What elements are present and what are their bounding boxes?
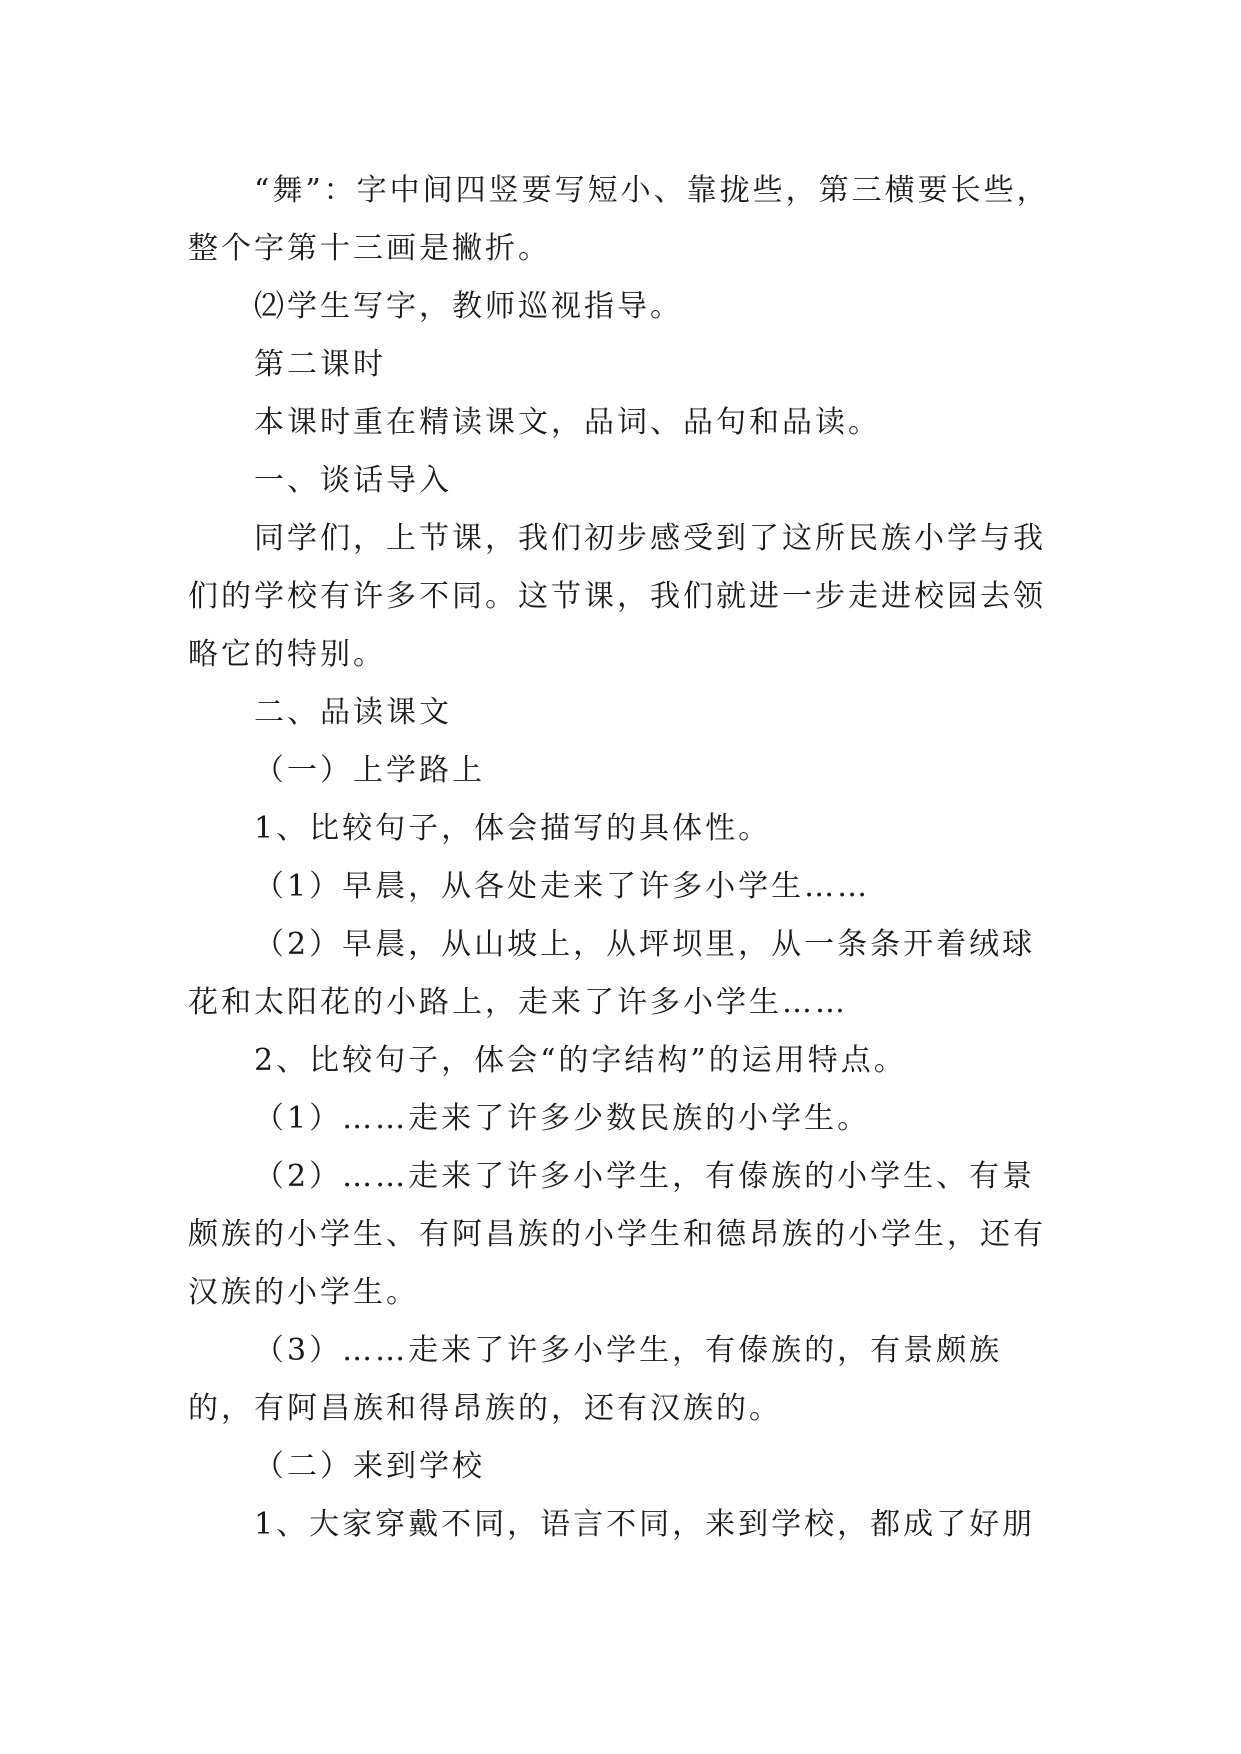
item-sentence-2-1: （1）……走来了许多少数民族的小学生。 bbox=[254, 1101, 871, 1136]
item-sentence-1-2: （2）早晨，从山坡上，从坪坝里，从一条条开着绒球花和太阳花的小路上，走来了许多小学生…… bbox=[188, 927, 1036, 1020]
paragraph-introduction-text: 同学们，上节课，我们初步感受到了这所民族小学与我们的学校有许多不同。这节课，我们就进一步走进校园去领略它的特别。 bbox=[188, 521, 1046, 672]
paragraph-second-lesson: 第二课时 bbox=[254, 347, 386, 382]
item-sentence-1-1: （1）早晨，从各处走来了许多小学生…… bbox=[254, 869, 871, 904]
heading-introduction: 一、谈话导入 bbox=[254, 463, 452, 498]
item-sentence-2-2: （2）……走来了许多小学生，有傣族的小学生、有景颇族的小学生、有阿昌族的小学生和德昂族的小学生，还有汉族的小学生。 bbox=[188, 1159, 1046, 1310]
subheading-on-the-way: （一）上学路上 bbox=[254, 753, 485, 788]
heading-reading-text: 二、品读课文 bbox=[254, 695, 452, 730]
paragraph-student-writing: ⑵学生写字，教师巡视指导。 bbox=[254, 289, 683, 324]
subheading-arriving-at-school: （二）来到学校 bbox=[254, 1449, 485, 1484]
document-body bbox=[188, 162, 1068, 1554]
paragraph-lesson-focus: 本课时重在精读课文，品词、品句和品读。 bbox=[254, 405, 881, 440]
paragraph-wu-character: “舞”：字中间四竖要写短小、靠拢些，第三横要长些，整个字第十三画是撇折。 bbox=[188, 173, 1050, 266]
item-compare-sentences-2: 2、比较句子，体会“的字结构”的运用特点。 bbox=[254, 1043, 907, 1078]
item-different-clothing: 1、大家穿戴不同，语言不同，来到学校，都成了好朋 bbox=[254, 1507, 1036, 1542]
item-sentence-2-3: （3）……走来了许多小学生，有傣族的，有景颇族的，有阿昌族和得昂族的，还有汉族的。 bbox=[188, 1333, 1003, 1426]
item-compare-sentences-1: 1、比较句子，体会描写的具体性。 bbox=[254, 811, 772, 846]
